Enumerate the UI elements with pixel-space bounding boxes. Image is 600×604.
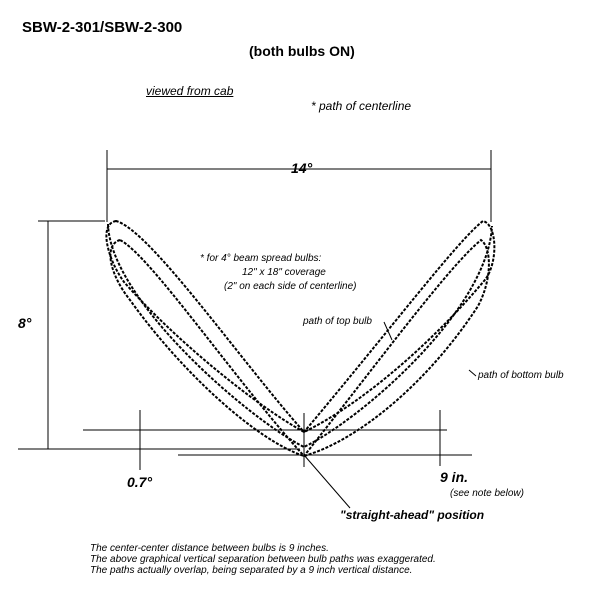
footnotes <box>90 543 436 576</box>
offset-degrees-label: 0.7° <box>127 474 153 490</box>
beam-note-line1: * for 4° beam spread bulbs: <box>200 253 322 264</box>
footnote-line: The paths actually overlap, being separated by a 9 inch vertical distance. <box>90 565 413 576</box>
beam-note-line3: (2" on each side of centerline) <box>224 281 357 292</box>
centerline-note: * path of centerline <box>311 99 412 113</box>
straight-ahead-leader <box>304 455 350 508</box>
footnote-line: The center-center distance between bulbs is 9 inches. <box>90 543 329 554</box>
beam-note-line2: 12" x 18" coverage <box>242 267 326 278</box>
path-top-bulb-label: path of top bulb <box>303 316 372 327</box>
straight-ahead-strong: straight-ahead <box>345 508 429 522</box>
see-note-label: (see note below) <box>450 488 524 499</box>
width-degrees-label: 14° <box>291 160 313 176</box>
bulb-distance-label: 9 in. <box>440 469 469 485</box>
diagram-title: SBW-2-301/SBW-2-300 <box>22 19 183 36</box>
straight-ahead-prefix: " <box>340 508 346 522</box>
straight-ahead-label <box>340 508 484 522</box>
straight-ahead-suffix: " position <box>428 508 485 522</box>
footnote-line: The above graphical vertical separation between bulb paths was exaggerated. <box>90 554 436 565</box>
height-degrees-label: 8° <box>18 315 32 331</box>
path-bottom-leader <box>469 370 476 376</box>
diagram-subtitle: (both bulbs ON) <box>249 43 355 59</box>
path-bottom-bulb-label: path of bottom bulb <box>478 370 564 381</box>
viewed-from-label: viewed from cab <box>146 84 234 98</box>
